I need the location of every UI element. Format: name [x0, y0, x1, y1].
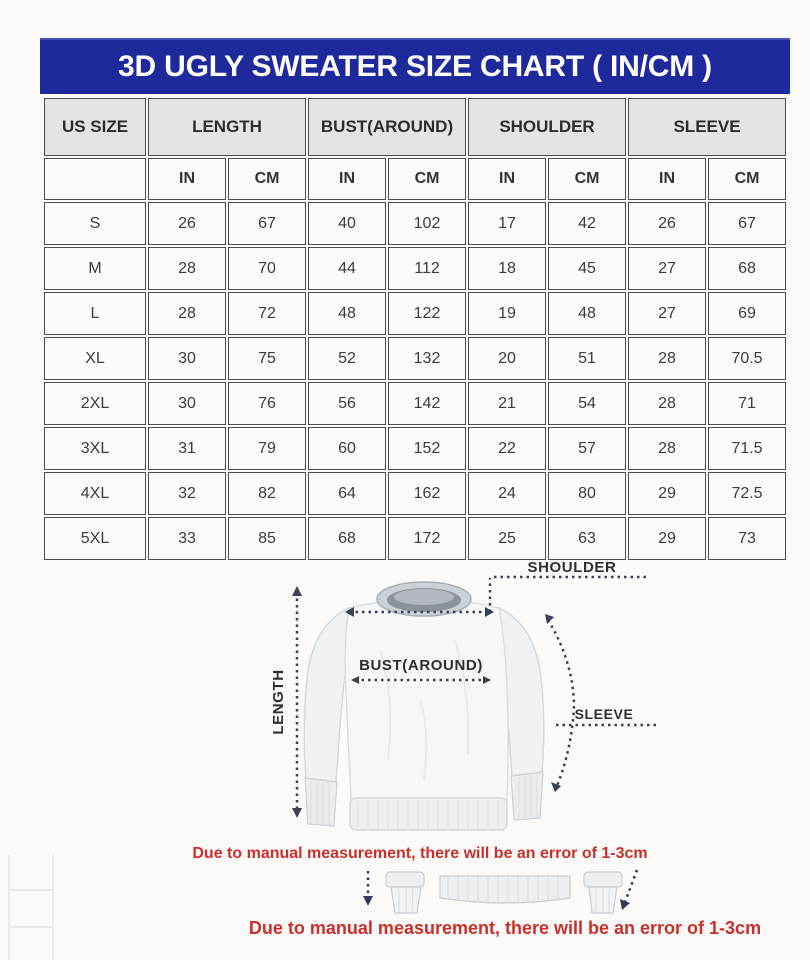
unit-header: IN: [628, 158, 706, 200]
value-cell: 69: [708, 292, 786, 335]
value-cell: 56: [308, 382, 386, 425]
detail-strip: [0, 866, 810, 920]
sweater-illustration: [304, 582, 543, 830]
header-sleeve: SLEEVE: [628, 98, 786, 156]
table-row: [44, 247, 786, 290]
unit-header-empty: [44, 158, 146, 200]
value-cell: 63: [548, 517, 626, 560]
down-arrow-icon: [363, 871, 373, 906]
size-cell: L: [44, 292, 146, 335]
value-cell: 57: [548, 427, 626, 470]
value-cell: 30: [148, 337, 226, 380]
value-cell: 31: [148, 427, 226, 470]
value-cell: 72.5: [708, 472, 786, 515]
value-cell: 112: [388, 247, 466, 290]
value-cell: 29: [628, 472, 706, 515]
value-cell: 82: [228, 472, 306, 515]
value-cell: 33: [148, 517, 226, 560]
header-shoulder: SHOULDER: [468, 98, 626, 156]
bust-label: BUST(AROUND): [359, 657, 483, 674]
value-cell: 28: [148, 247, 226, 290]
value-cell: 71.5: [708, 427, 786, 470]
value-cell: 80: [548, 472, 626, 515]
value-cell: 32: [148, 472, 226, 515]
value-cell: 29: [628, 517, 706, 560]
value-cell: 27: [628, 247, 706, 290]
shoulder-label: SHOULDER: [527, 559, 617, 576]
value-cell: 70: [228, 247, 306, 290]
header-bust: BUST(AROUND): [308, 98, 466, 156]
size-table: [42, 96, 788, 562]
size-cell: M: [44, 247, 146, 290]
value-cell: 27: [628, 292, 706, 335]
value-cell: 76: [228, 382, 306, 425]
table-row: [44, 337, 786, 380]
value-cell: 68: [308, 517, 386, 560]
unit-header: CM: [708, 158, 786, 200]
value-cell: 54: [548, 382, 626, 425]
value-cell: 67: [708, 202, 786, 245]
value-cell: 17: [468, 202, 546, 245]
unit-header-row: [44, 158, 786, 200]
size-cell: 5XL: [44, 517, 146, 560]
value-cell: 71: [708, 382, 786, 425]
value-cell: 60: [308, 427, 386, 470]
unit-header: IN: [148, 158, 226, 200]
size-cell: 3XL: [44, 427, 146, 470]
title-bar: [40, 38, 790, 94]
unit-header: IN: [308, 158, 386, 200]
value-cell: 40: [308, 202, 386, 245]
sweater-diagram: [0, 545, 810, 850]
value-cell: 28: [148, 292, 226, 335]
value-cell: 102: [388, 202, 466, 245]
value-cell: 75: [228, 337, 306, 380]
value-cell: 18: [468, 247, 546, 290]
value-cell: 48: [548, 292, 626, 335]
value-cell: 20: [468, 337, 546, 380]
value-cell: 26: [628, 202, 706, 245]
value-cell: 44: [308, 247, 386, 290]
value-cell: 79: [228, 427, 306, 470]
value-cell: 25: [468, 517, 546, 560]
size-table-body: [44, 202, 786, 560]
value-cell: 85: [228, 517, 306, 560]
value-cell: 26: [148, 202, 226, 245]
cuff-detail-right: [584, 872, 622, 913]
value-cell: 122: [388, 292, 466, 335]
unit-header: CM: [388, 158, 466, 200]
value-cell: 172: [388, 517, 466, 560]
value-cell: 68: [708, 247, 786, 290]
value-cell: 152: [388, 427, 466, 470]
value-cell: 73: [708, 517, 786, 560]
value-cell: 21: [468, 382, 546, 425]
table-row: [44, 427, 786, 470]
size-cell: 2XL: [44, 382, 146, 425]
value-cell: 28: [628, 382, 706, 425]
header-us-size: US SIZE: [44, 98, 146, 156]
value-cell: 70.5: [708, 337, 786, 380]
cuff-detail-left: [386, 872, 424, 913]
page-title: 3D UGLY SWEATER SIZE CHART ( IN/CM ): [118, 50, 712, 83]
size-cell: XL: [44, 337, 146, 380]
table-row: [44, 202, 786, 245]
value-cell: 42: [548, 202, 626, 245]
value-cell: 162: [388, 472, 466, 515]
hem-band-detail: [440, 876, 570, 904]
unit-header: CM: [548, 158, 626, 200]
measurement-note-1: Due to manual measurement, there will be an error of 1-3cm: [192, 845, 648, 862]
table-row: [44, 472, 786, 515]
value-cell: 48: [308, 292, 386, 335]
value-cell: 19: [468, 292, 546, 335]
value-cell: 132: [388, 337, 466, 380]
value-cell: 28: [628, 427, 706, 470]
table-row: [44, 382, 786, 425]
table-header-row: [44, 98, 786, 156]
header-length: LENGTH: [148, 98, 306, 156]
value-cell: 30: [148, 382, 226, 425]
unit-header: IN: [468, 158, 546, 200]
value-cell: 52: [308, 337, 386, 380]
length-measure-line: [292, 586, 302, 818]
value-cell: 45: [548, 247, 626, 290]
value-cell: 142: [388, 382, 466, 425]
unit-header: CM: [228, 158, 306, 200]
value-cell: 64: [308, 472, 386, 515]
value-cell: 28: [628, 337, 706, 380]
sleeve-measure-line: [545, 614, 658, 792]
size-cell: 4XL: [44, 472, 146, 515]
table-row: [44, 292, 786, 335]
measurement-note-2: Due to manual measurement, there will be an error of 1-3cm: [248, 918, 762, 938]
value-cell: 24: [468, 472, 546, 515]
value-cell: 72: [228, 292, 306, 335]
sleeve-label: SLEEVE: [574, 706, 634, 722]
length-label: LENGTH: [270, 669, 287, 735]
value-cell: 67: [228, 202, 306, 245]
value-cell: 22: [468, 427, 546, 470]
value-cell: 51: [548, 337, 626, 380]
size-cell: S: [44, 202, 146, 245]
